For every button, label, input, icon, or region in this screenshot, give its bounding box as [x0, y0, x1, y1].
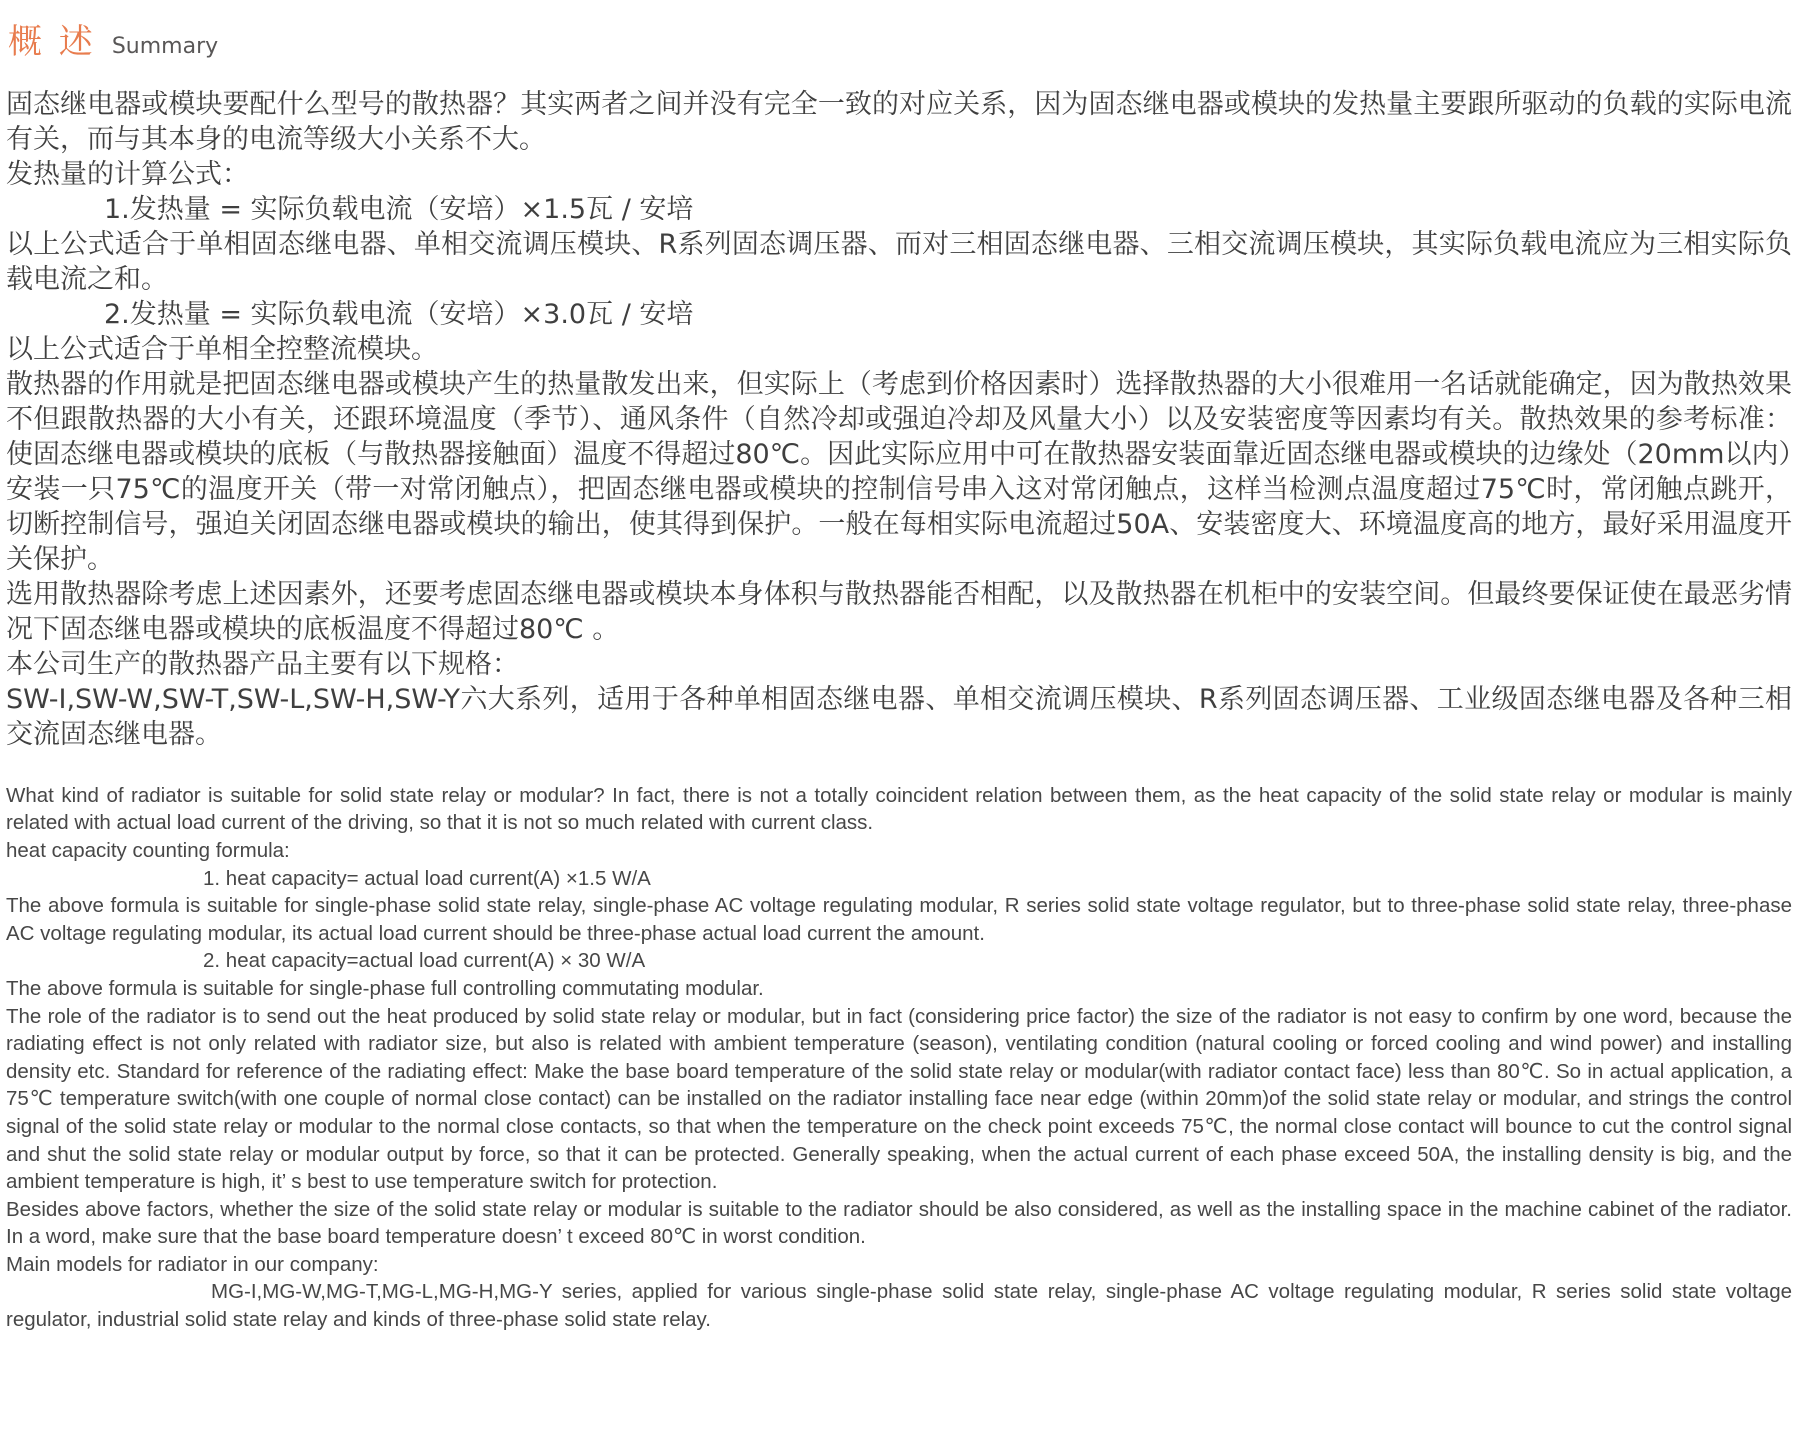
en-paragraph-selection: Besides above factors, whether the size of the solid state relay or modular is suitable to the radiator should be also considered, as well as the installing space in the machine cabinet of the radiator. In a word, make sure that the base board temperature doesn’ t exceed 80℃ in worst condition.: [6, 1197, 1792, 1249]
zh-paragraph-models-head: 本公司生产的散热器产品主要有以下规格：: [6, 648, 519, 680]
en-paragraph-formula-head: heat capacity counting formula:: [6, 838, 290, 862]
en-paragraph-intro: What kind of radiator is suitable for solid state relay or modular? In fact, there is not a totally coincident relation between them, as the heat capacity of the solid state relay or modular is mainly related with actual load current of the driving, so that it is not so much related with current class.: [6, 783, 1792, 835]
en-formula-1: 1. heat capacity= actual load current(A) ×1.5 W/A: [203, 866, 651, 890]
en-paragraph-radiator-role: The role of the radiator is to send out the heat produced by solid state relay or modular, but in fact (considering price factor) the size of the radiator is not easy to confirm by one word, because the radiating effect is not only related with radiator size, but also is related with ambient temperature (season), ventilating condition (natural cooling or forced cooling and wind power) and installing density etc. Standard for reference of the radiating effect: Make the base board temperature of the solid state relay or modular(with radiator contact face) less than 80℃. So in actual application, a 75℃ temperature switch(with one couple of normal close contact) can be installed on the radiator installing face near edge (within 20mm)of the solid state relay or modular, and strings the control signal of the solid state relay or modular to the normal close contacts, so that when the temperature on the check point exceeds 75℃, the normal close contact will bounce to cut the control signal and shut the solid state relay or modular output by force, so that it can be protected. Generally speaking, when the actual current of each phase exceed 50A, the installing density is big, and the ambient temperature is high, it’ s best to use temperature switch for protection.: [6, 1004, 1792, 1194]
zh-formula-1: 1.发热量 = 实际负载电流（安培）×1.5瓦 / 安培: [104, 193, 694, 225]
zh-paragraph-selection: 选用散热器除考虑上述因素外，还要考虑固态继电器或模块本身体积与散热器能否相配，以及散热器在机柜中的安装空间。但最终要保证使在最恶劣情况下固态继电器或模块的底板温度不得超过80℃ 。: [6, 578, 1792, 645]
zh-paragraph-formula1-note: 以上公式适合于单相固态继电器、单相交流调压模块、R系列固态调压器、而对三相固态继电器、三相交流调压模块，其实际负载电流应为三相实际负载电流之和。: [6, 228, 1792, 295]
zh-paragraph-formula-head: 发热量的计算公式：: [6, 158, 249, 190]
en-paragraph-formula1-note: The above formula is suitable for single-phase solid state relay, single-phase AC voltage regulating modular, R series solid state voltage regulator, but to three-phase solid state relay, three-phase AC voltage regulating modular, its actual load current should be three-phase actual load current the amount.: [6, 894, 1792, 945]
chinese-summary-section: [6, 87, 1792, 752]
page-subtitle: Summary: [111, 34, 219, 59]
en-paragraph-formula2-note: The above formula is suitable for single-phase full controlling commutating modular.: [6, 976, 764, 1000]
zh-paragraph-models-list: SW-I,SW-W,SW-T,SW-L,SW-H,SW-Y六大系列，适用于各种单相固态继电器、单相交流调压模块、R系列固态调压器、工业级固态继电器及各种三相交流固态继电器。: [6, 683, 1792, 750]
english-summary-section: [6, 782, 1792, 1334]
en-paragraph-models-list: MG-I,MG-W,MG-T,MG-L,MG-H,MG-Y series, applied for various single-phase solid state relay, single-phase AC voltage regulating modular, R series solid state voltage regulator, industrial solid state relay and kinds of three-phase solid state relay.: [6, 1280, 1792, 1332]
page-title: 概 述: [8, 22, 96, 62]
zh-paragraph-formula2-note: 以上公式适合于单相全控整流模块。: [6, 333, 438, 365]
en-formula-2: 2. heat capacity=actual load current(A) × 30 W/A: [203, 949, 646, 973]
en-paragraph-models-head: Main models for radiator in our company:: [6, 1252, 379, 1276]
page-header: [6, 22, 1792, 63]
zh-formula-2: 2.发热量 = 实际负载电流（安培）×3.0瓦 / 安培: [104, 298, 694, 330]
zh-paragraph-intro: 固态继电器或模块要配什么型号的散热器？其实两者之间并没有完全一致的对应关系，因为固态继电器或模块的发热量主要跟所驱动的负载的实际电流有关，而与其本身的电流等级大小关系不大。: [6, 88, 1792, 155]
zh-paragraph-radiator-role: 散热器的作用就是把固态继电器或模块产生的热量散发出来，但实际上（考虑到价格因素时）选择散热器的大小很难用一名话就能确定，因为散热效果不但跟散热器的大小有关，还跟环境温度（季节）、通风条件（自然冷却或强迫冷却及风量大小）以及安装密度等因素均有关。散热效果的参考标准：使固态继电器或模块的底板（与散热器接触面）温度不得超过80℃。因此实际应用中可在散热器安装面靠近固态继电器或模块的边缘处（20mm以内）安装一只75℃的温度开关（带一对常闭触点），把固态继电器或模块的控制信号串入这对常闭触点，这样当检测点温度超过75℃时，常闭触点跳开，切断控制信号，强迫关闭固态继电器或模块的输出，使其得到保护。一般在每相实际电流超过50A、安装密度大、环境温度高的地方，最好采用温度开关保护。: [6, 368, 1792, 575]
